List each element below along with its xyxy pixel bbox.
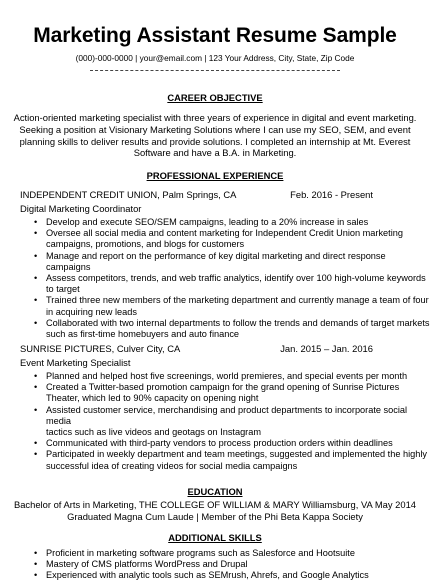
- list-item: • Oversee all social media and content marketing for Independent Credit Union marketing campaigns, promotions, and blogs for customers: [34, 228, 403, 250]
- section-heading-objective: CAREER OBJECTIVE: [167, 92, 263, 103]
- section-heading-skills: ADDITIONAL SKILLS: [168, 532, 262, 543]
- objective-line: Action-oriented marketing specialist with three years of experience in digital and event marketing.: [13, 112, 417, 123]
- list-item: • Develop and execute SEO/SEM campaigns, leading to a 20% increase in sales: [34, 217, 369, 227]
- header-divider: [90, 70, 340, 71]
- job-dates: Jan. 2015 – Jan. 2016: [280, 343, 373, 354]
- job-role: Digital Marketing Coordinator: [20, 203, 142, 214]
- education-honors: Graduated Magna Cum Laude | Member of the Phi Beta Kappa Society: [67, 510, 363, 522]
- education-degree: Bachelor of Arts in Marketing, THE COLLEGE OF WILLIAM & MARY Williamsburg, VA May 2014: [13, 499, 417, 510]
- list-item: • Collaborated with two internal departments to follow the trends and demands of target markets such as first-time homebuyers and auto finance: [34, 317, 430, 340]
- objective-line: Seeking a position at Visionary Marketing Solutions where I can use my SEO, SEM, and event: [19, 123, 411, 135]
- objective-line: Software and have a B.A. in Marketing.: [133, 147, 297, 159]
- list-item: • Manage and report on the performance of key digital marketing and direct response campaigns: [34, 250, 386, 272]
- job-bullet-list: [34, 371, 430, 472]
- list-item: • Trained three new members of the marketing department and currently manage a team of four in acquiring new leads: [34, 295, 429, 317]
- list-item: • Participated in weekly department and team meetings, suggested and implemented the highly successful idea of creating videos for social media campaigns: [34, 449, 427, 471]
- job-role: Event Marketing Specialist: [20, 357, 131, 368]
- section-heading-experience: PROFESSIONAL EXPERIENCE: [146, 170, 284, 181]
- contact-line: (000)-000-0000 | your@email.com | 123 Your Address, City, State, Zip Code: [75, 53, 355, 63]
- objective-line: planning skills to deliver results and provide solutions. I completed an internship at Mt. Everest: [19, 135, 411, 147]
- list-item: • Planned and helped host five screenings, world premieres, and special events per month: [34, 371, 408, 381]
- resume-title: Marketing Assistant Resume Sample: [33, 24, 397, 47]
- list-item: • Created a Twitter-based promotion campaign for the grand opening of Sunrise Pictures Theater, which led to 90% capacity on opening night: [34, 382, 400, 404]
- job-bullet-list: [34, 217, 430, 340]
- list-item: • Experienced with analytic tools such as SEMrush, Ahrefs, and Google Analytics: [34, 570, 369, 581]
- list-item: • Communicated with third-party vendors to process production orders within deadlines: [34, 438, 393, 449]
- list-item: • Assess competitors, trends, and web traffic analytics, identify over 100 high-volume keywords to target: [34, 273, 426, 295]
- list-item: • Assisted customer service, merchandising and product departments to incorporate social media tactics such as live videos and geotags on Instagram: [34, 404, 408, 438]
- skills-list: [34, 548, 369, 582]
- list-item: • Proficient in marketing software programs such as Salesforce and Hootsuite: [34, 548, 355, 558]
- section-heading-education: EDUCATION: [187, 486, 243, 497]
- list-item: • Mastery of CMS platforms WordPress and Drupal: [34, 559, 248, 570]
- education-block: [0, 499, 430, 523]
- job-company: INDEPENDENT CREDIT UNION, Palm Springs, CA: [20, 189, 237, 200]
- objective-paragraph: [0, 112, 430, 159]
- job-company: SUNRISE PICTURES, Culver City, CA: [20, 343, 181, 354]
- job-dates: Feb. 2016 - Present: [290, 189, 373, 200]
